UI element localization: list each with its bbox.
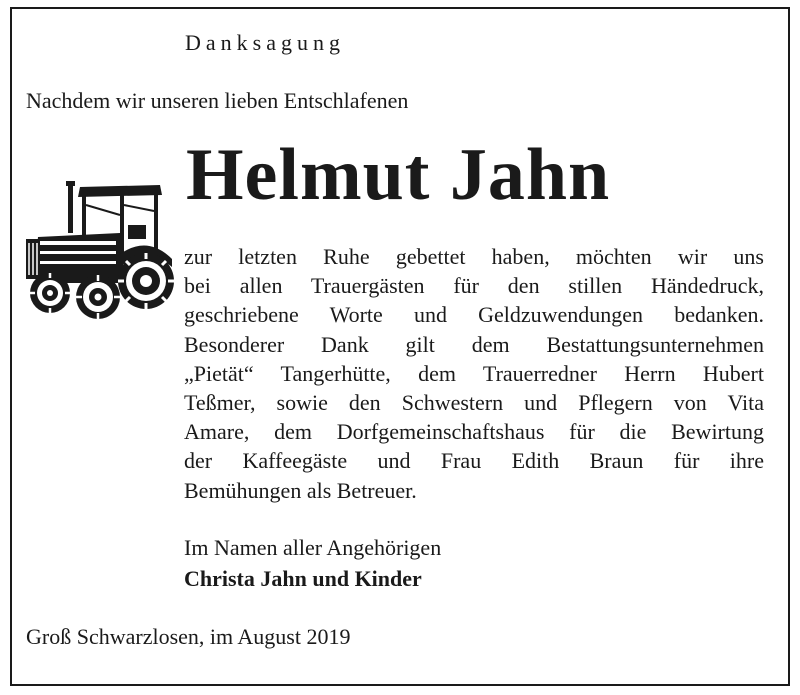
tractor-icon: [20, 175, 175, 325]
intro-text: Nachdem wir unseren lieben Entschlafenen: [26, 88, 409, 113]
body-line: „Pietät“ Tangerhütte, dem Trauerredner Herrn Hubert: [184, 360, 764, 386]
body-line: Amare, dem Dorfgemeinschaftshaus für die Bewirtung: [184, 419, 764, 445]
notice-heading: Danksagung: [185, 30, 345, 55]
body-line: Bemühungen als Betreuer.: [184, 477, 417, 503]
body-line: Besonderer Dank gilt dem Bestattungsunternehmen: [184, 331, 764, 357]
signers-names: Christa Jahn und Kinder: [184, 566, 422, 591]
body-line: zur letzten Ruhe gebettet haben, möchten wir uns: [184, 244, 764, 269]
body-line: Teßmer, sowie den Schwestern und Pflegern von Vita: [184, 390, 764, 416]
body-line: bei allen Trauergästen für den stillen Händedruck,: [184, 273, 764, 299]
body-line: geschriebene Worte und Geldzuwendungen bedanken.: [184, 302, 764, 328]
body-line: der Kaffeegäste und Frau Edith Braun für ihre: [184, 448, 764, 474]
on-behalf-text: Im Namen aller Angehörigen: [184, 535, 442, 560]
thank-you-text: [184, 242, 764, 505]
deceased-name: Helmut Jahn: [186, 134, 611, 216]
place-date: Groß Schwarzlosen, im August 2019: [26, 624, 351, 649]
